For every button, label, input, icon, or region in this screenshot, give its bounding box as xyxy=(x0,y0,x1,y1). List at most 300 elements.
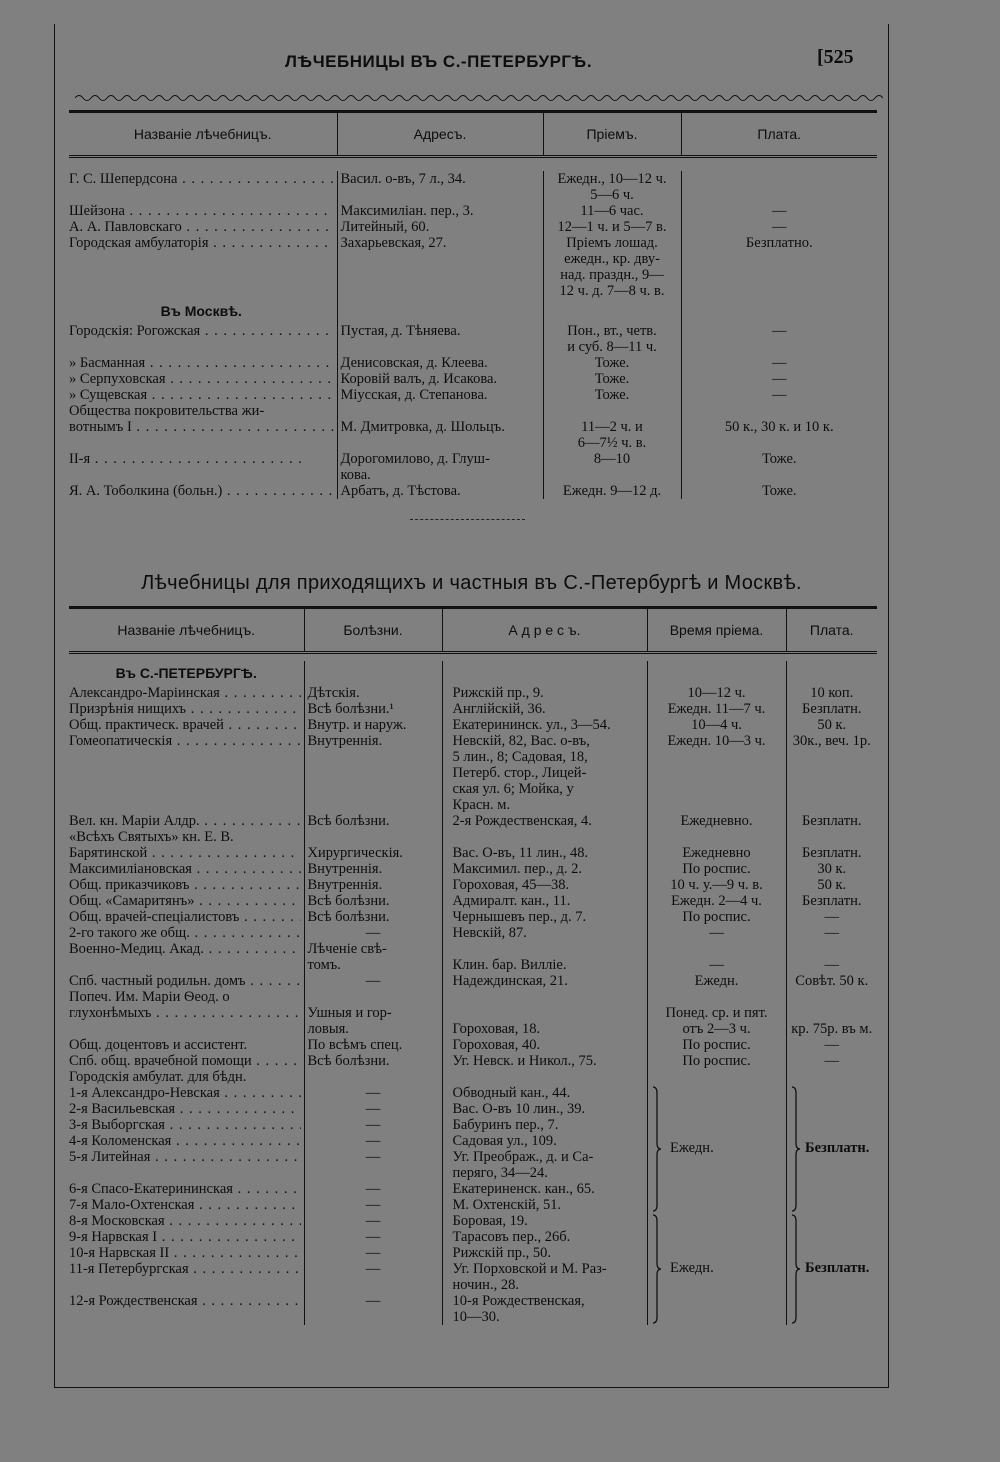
table-row xyxy=(69,733,877,813)
disease-cell xyxy=(304,1101,442,1117)
reception-text: Ежедн. 9—12 д. xyxy=(562,482,662,499)
reception-text: 6—7½ ч. в. xyxy=(577,434,647,451)
clinic-name xyxy=(69,845,301,861)
clinic-name-text: Гомеопатическія . . . xyxy=(69,733,301,749)
fee-cell xyxy=(786,941,877,973)
reception-cell xyxy=(543,171,681,203)
group-fee-label: Безплатн. xyxy=(805,1259,870,1276)
fee-cell xyxy=(786,893,877,909)
table1-body xyxy=(69,157,877,499)
table-row xyxy=(69,909,877,925)
fee-text: Безплатн. xyxy=(802,844,862,861)
disease-text: ловыя. xyxy=(307,1020,349,1037)
fee-cell xyxy=(786,813,877,829)
fee-cell xyxy=(681,323,877,355)
disease-text: Внутреннія. xyxy=(307,860,383,877)
disease-text: — xyxy=(365,1228,381,1245)
reception-cell xyxy=(543,299,681,323)
clinic-name-text: Общ. доцентовъ и ассистент. xyxy=(69,1036,248,1053)
column-header-disease: Болѣзни. xyxy=(304,609,442,653)
clinic-name-cell xyxy=(69,1085,304,1101)
fee-text xyxy=(790,1293,875,1309)
time-cell xyxy=(647,1181,786,1197)
address-text: 10—30. xyxy=(452,1308,500,1325)
table2-header-row xyxy=(69,609,877,653)
disease-text xyxy=(308,1069,439,1085)
fee-cell xyxy=(786,829,877,861)
reception-cell xyxy=(543,235,681,299)
clinic-name xyxy=(69,1213,301,1229)
address-text: Красн. м. xyxy=(452,796,511,813)
clinic-name-text: Барятинской . . . xyxy=(69,845,301,861)
address-text: Вас. О-въ 10 лин., 39. xyxy=(452,1100,586,1117)
address-cell xyxy=(442,973,647,989)
address-text: Адмиралт. кан., 11. xyxy=(452,892,571,909)
time-cell xyxy=(647,701,786,717)
clinic-name-text: Городскія амбулат. для бѣдн. xyxy=(69,1068,247,1085)
address-text: Обводный кан., 44. xyxy=(452,1084,571,1101)
time-cell xyxy=(647,1261,786,1293)
disease-cell xyxy=(304,909,442,925)
clinic-name-cell xyxy=(69,1101,304,1117)
address-cell xyxy=(442,877,647,893)
disease-cell xyxy=(304,989,442,1037)
time-text: Понед. ср. и пят. xyxy=(665,1004,768,1021)
fee-cell xyxy=(786,685,877,701)
clinic-name xyxy=(69,685,301,701)
time-text xyxy=(651,1085,783,1101)
table-row xyxy=(69,483,877,499)
address-text: кова. xyxy=(340,466,371,483)
address-cell xyxy=(442,685,647,701)
address-text: Вас. О-въ, 11 лин., 48. xyxy=(452,844,589,861)
table-row xyxy=(69,203,877,219)
time-text: Ежедн. 2—4 ч. xyxy=(671,892,762,909)
disease-cell xyxy=(304,1053,442,1069)
time-cell xyxy=(647,685,786,701)
fee-text: — xyxy=(772,354,787,371)
time-text: Ежедн. 11—7 ч. xyxy=(667,700,766,717)
reception-text: 12 ч. д. 7—8 ч. в. xyxy=(559,282,665,299)
clinic-name xyxy=(69,371,334,387)
clinic-name xyxy=(69,701,301,717)
table-row xyxy=(69,829,877,861)
time-text: По роспис. xyxy=(682,908,751,925)
address-cell xyxy=(337,219,543,235)
table-row xyxy=(69,1069,877,1085)
address-text: Петерб. стор., Лицей- xyxy=(452,764,587,781)
clinic-name-text: глухонѣмыхъ . . . xyxy=(69,1005,301,1021)
clinic-name xyxy=(69,989,301,1005)
clinic-name xyxy=(69,235,334,251)
table-row xyxy=(69,1053,877,1069)
reception-text: 5—6 ч. xyxy=(590,186,634,203)
address-text: Тарасовъ пер., 26б. xyxy=(452,1228,571,1245)
reception-text: Ежедн., 10—12 ч. xyxy=(557,170,667,187)
disease-text: По всѣмъ спец. xyxy=(307,1036,403,1053)
time-text: — xyxy=(709,924,724,941)
reception-cell xyxy=(543,483,681,499)
address-text: Уг. Невск. и Никол., 75. xyxy=(452,1052,597,1069)
address-text: 10-я Рождественская, xyxy=(452,1292,585,1309)
column-header-address: Адресъ. xyxy=(337,113,543,157)
disease-text: Всѣ болѣзни. xyxy=(307,1052,390,1069)
fee-cell xyxy=(786,973,877,989)
clinic-name xyxy=(69,1245,301,1261)
column-header-fee: Плата. xyxy=(786,609,877,653)
clinic-name-cell xyxy=(69,1181,304,1197)
time-text xyxy=(651,1101,783,1117)
clinic-name-text: Спб. общ. врачебной помощи . . . xyxy=(69,1053,301,1069)
disease-cell xyxy=(304,1229,442,1245)
table-row xyxy=(69,1181,877,1197)
table-lechebnitsy-2 xyxy=(69,609,877,1325)
fee-cell xyxy=(681,355,877,371)
address-cell xyxy=(442,1181,647,1197)
clinic-name xyxy=(69,909,301,925)
clinic-name-text: 1-я Александро-Невская . . . xyxy=(69,1085,301,1101)
clinic-name xyxy=(69,893,301,909)
fee-text: Безплатн. xyxy=(802,700,862,717)
disease-cell xyxy=(304,701,442,717)
time-cell xyxy=(647,1293,786,1325)
table-row xyxy=(69,371,877,387)
table-row xyxy=(69,941,877,973)
clinic-name-cell xyxy=(69,877,304,893)
disease-text: — xyxy=(365,1100,381,1117)
section-heading-cell: Въ С.-ПЕТЕРБУРГѢ. xyxy=(115,664,257,681)
disease-cell xyxy=(304,1037,442,1053)
disease-text: Ушныя и гор- xyxy=(307,1004,392,1021)
fee-cell xyxy=(786,661,877,685)
clinic-name-text: Общ. врачей-спеціалистовъ . . . xyxy=(69,909,301,925)
clinic-name-text: 7-я Мало-Охтенская . . . xyxy=(69,1197,301,1213)
disease-cell xyxy=(304,1245,442,1261)
spacer-row xyxy=(69,157,877,171)
clinic-name xyxy=(69,813,301,829)
clinic-name xyxy=(69,323,334,339)
disease-cell xyxy=(304,1181,442,1197)
clinic-name-cell xyxy=(69,1037,304,1053)
clinic-name-text: Спб. частный родильн. домъ . . . xyxy=(69,973,301,989)
clinic-name-text: 8-я Московская . . . xyxy=(69,1213,301,1229)
clinic-name xyxy=(69,355,334,371)
disease-cell xyxy=(304,661,442,685)
reception-cell xyxy=(543,323,681,355)
fee-cell xyxy=(681,371,877,387)
time-text xyxy=(651,1069,783,1085)
clinic-name xyxy=(69,171,334,187)
clinic-name-text: 3-я Выборгская . . . xyxy=(69,1117,301,1133)
disease-text: Всѣ болѣзни. xyxy=(307,892,390,909)
clinic-name xyxy=(69,1085,301,1101)
fee-cell xyxy=(786,989,877,1037)
address-text: Денисовская, д. Клеева. xyxy=(340,354,488,371)
address-cell xyxy=(442,661,647,685)
address-text: Уг. Порховской и М. Раз- xyxy=(452,1260,607,1277)
clinic-name xyxy=(69,1149,301,1165)
disease-cell xyxy=(304,877,442,893)
disease-text: — xyxy=(365,1196,381,1213)
disease-text: — xyxy=(365,1132,381,1149)
table-row xyxy=(69,1101,877,1117)
fee-text xyxy=(790,1085,875,1101)
fee-text xyxy=(790,989,875,1005)
address-text xyxy=(453,989,644,1005)
clinic-name-text: вотнымъ I . . . xyxy=(69,419,334,435)
disease-cell xyxy=(304,1197,442,1213)
address-cell xyxy=(442,989,647,1037)
clinic-name-cell xyxy=(69,989,304,1037)
address-cell xyxy=(442,733,647,813)
time-cell xyxy=(647,877,786,893)
clinic-name xyxy=(69,717,301,733)
time-text: Ежедн. 10—3 ч. xyxy=(667,732,766,749)
table-row xyxy=(69,861,877,877)
reception-text: Тоже. xyxy=(594,354,630,371)
address-text xyxy=(453,941,644,957)
clinic-name-text: 12-я Рождественская . . . xyxy=(69,1293,301,1309)
disease-text: — xyxy=(365,1180,381,1197)
address-cell xyxy=(442,1229,647,1245)
running-head xyxy=(55,46,888,80)
time-text xyxy=(651,1117,783,1133)
fee-cell xyxy=(681,451,877,483)
disease-text: — xyxy=(365,1148,381,1165)
address-cell xyxy=(442,1037,647,1053)
clinic-name xyxy=(69,925,301,941)
column-header-name: Названіе лѣчебницъ. xyxy=(133,126,272,142)
disease-cell xyxy=(304,685,442,701)
time-text xyxy=(651,941,783,957)
address-text: Максимил. пер., д. 2. xyxy=(452,860,582,877)
clinic-name-cell xyxy=(69,893,304,909)
table-row xyxy=(69,219,877,235)
time-cell xyxy=(647,1245,786,1261)
address-cell xyxy=(442,717,647,733)
clinic-name-cell xyxy=(69,387,337,403)
fee-text: 30 к. xyxy=(817,860,847,877)
disease-text: Внутр. и наруж. xyxy=(307,716,407,733)
time-cell xyxy=(647,893,786,909)
reception-cell xyxy=(543,203,681,219)
table-row xyxy=(69,989,877,1037)
clinic-name-text: Вел. кн. Маріи Алдр. . . . xyxy=(69,813,301,829)
address-text: Васил. о-въ, 7 л., 34. xyxy=(340,170,466,187)
table-row xyxy=(69,1037,877,1053)
clinic-name-cell xyxy=(69,685,304,701)
clinic-name-text: Общ. практическ. врачей . . . xyxy=(69,717,301,733)
clinic-name xyxy=(69,451,334,467)
clinic-name-cell xyxy=(69,717,304,733)
clinic-name xyxy=(69,877,301,893)
disease-text: Хирургическія. xyxy=(307,844,403,861)
clinic-name-cell xyxy=(69,1117,304,1133)
fee-cell xyxy=(681,483,877,499)
clinic-name xyxy=(69,1261,301,1277)
disease-cell xyxy=(304,973,442,989)
clinic-name-cell xyxy=(69,941,304,973)
disease-text: — xyxy=(365,1292,381,1309)
column-header-time: Время пріема. xyxy=(647,609,786,653)
clinic-name-text: Шейзона . . . xyxy=(69,203,334,219)
time-text xyxy=(651,1229,783,1245)
address-text: Рижскій пр., 9. xyxy=(452,684,544,701)
clinic-name-cell xyxy=(69,371,337,387)
time-cell xyxy=(647,661,786,685)
clinic-name xyxy=(69,1117,301,1133)
address-cell xyxy=(337,323,543,355)
fee-text: — xyxy=(772,386,787,403)
clinic-name-text: » Басманная . . . xyxy=(69,355,334,371)
disease-text: Лѣченіе свѣ- xyxy=(307,940,387,957)
fee-text xyxy=(790,1005,875,1021)
fee-cell xyxy=(681,171,877,203)
address-text: Гороховая, 40. xyxy=(452,1036,541,1053)
reception-cell xyxy=(543,371,681,387)
fee-cell xyxy=(681,299,877,323)
table-row xyxy=(69,451,877,483)
time-text: отъ 2—3 ч. xyxy=(682,1020,751,1037)
fee-cell xyxy=(786,1053,877,1069)
table-row xyxy=(69,235,877,299)
column-header-address: А д р е с ъ. xyxy=(442,609,647,653)
clinic-name-cell xyxy=(69,1149,304,1181)
clinic-name xyxy=(69,1005,301,1021)
disease-text: томъ. xyxy=(307,956,341,973)
time-text: По роспис. xyxy=(682,860,751,877)
fee-text: — xyxy=(772,202,787,219)
table-row xyxy=(69,1085,877,1101)
disease-text: Всѣ болѣзни. xyxy=(307,908,390,925)
clinic-name-text: 10-я Нарвская II . . . xyxy=(69,1245,301,1261)
clinic-name-text: Общ. приказчиковъ . . . xyxy=(69,877,301,893)
table-lechebnitsy-1 xyxy=(69,113,877,499)
reception-text: ежедн., кр. дву- xyxy=(564,250,660,267)
time-cell xyxy=(647,1037,786,1053)
address-text: Невскій, 87. xyxy=(452,924,527,941)
time-text: 10 ч. у.—9 ч. в. xyxy=(670,876,763,893)
fee-cell xyxy=(786,925,877,941)
clinic-name-text: Общества покровительства жи- xyxy=(69,402,265,419)
reception-cell xyxy=(543,355,681,371)
time-cell xyxy=(647,717,786,733)
reception-text: Пріемъ лошад. xyxy=(566,234,658,251)
time-cell xyxy=(647,1149,786,1181)
clinic-name xyxy=(69,1037,301,1053)
table-row xyxy=(69,1197,877,1213)
fee-text: — xyxy=(772,322,787,339)
address-cell xyxy=(442,1293,647,1325)
right-brace-icon xyxy=(791,1213,801,1325)
address-text: Садовая ул., 109. xyxy=(452,1132,557,1149)
fee-text xyxy=(790,1181,875,1197)
fee-cell xyxy=(786,1037,877,1053)
page-number: [525 xyxy=(817,46,854,68)
address-cell xyxy=(337,387,543,403)
disease-text: — xyxy=(365,1260,381,1277)
address-cell xyxy=(442,941,647,973)
section-heading-cell: Въ Москвѣ. xyxy=(160,302,242,319)
address-cell xyxy=(337,483,543,499)
table-row xyxy=(69,701,877,717)
table-row xyxy=(69,1293,877,1325)
fee-cell xyxy=(786,909,877,925)
time-cell xyxy=(647,1213,786,1229)
clinic-name xyxy=(69,219,334,235)
clinic-name-text: Попеч. Им. Маріи Ѳеод. о xyxy=(69,988,230,1005)
disease-text: Дѣтскія. xyxy=(307,684,360,701)
time-text xyxy=(651,989,783,1005)
fee-text: Тоже. xyxy=(761,482,797,499)
address-text xyxy=(453,1005,644,1021)
fee-text xyxy=(790,1117,875,1133)
group-fee-label: Безплатн. xyxy=(805,1139,870,1156)
address-text: Рижскій пр., 50. xyxy=(452,1244,551,1261)
disease-cell xyxy=(304,1213,442,1229)
reception-text: и суб. 8—11 ч. xyxy=(567,338,657,355)
right-brace-icon xyxy=(652,1085,662,1213)
clinic-name xyxy=(69,1133,301,1149)
disease-text xyxy=(308,989,439,1005)
time-text: Ежедневно. xyxy=(680,812,753,829)
disease-cell xyxy=(304,829,442,861)
address-text: 2-я Рождественская, 4. xyxy=(452,812,592,829)
address-cell xyxy=(442,829,647,861)
time-text: — xyxy=(709,956,724,973)
time-cell xyxy=(647,1229,786,1245)
clinic-name xyxy=(69,829,301,845)
separator-dash xyxy=(410,519,525,521)
fee-text: Безплатн. xyxy=(802,812,862,829)
clinic-name xyxy=(69,1229,301,1245)
clinic-name-text: «Всѣхъ Святыхъ» кн. Е. В. xyxy=(69,828,234,845)
fee-text xyxy=(790,1101,875,1117)
time-cell xyxy=(647,733,786,813)
address-text: Коровій валъ, д. Исакова. xyxy=(340,370,498,387)
address-cell xyxy=(442,1213,647,1229)
clinic-name-cell xyxy=(69,813,304,829)
clinic-name xyxy=(69,1181,301,1197)
fee-text: 50 к. xyxy=(817,876,847,893)
clinic-name-text: 4-я Коломенская . . . xyxy=(69,1133,301,1149)
fee-cell xyxy=(681,203,877,219)
fee-cell xyxy=(681,403,877,451)
fee-cell xyxy=(786,861,877,877)
address-text: Арбатъ, д. Тѣстова. xyxy=(340,482,461,499)
disease-text: — xyxy=(365,972,381,989)
address-cell xyxy=(442,1053,647,1069)
time-text: 10—4 ч. xyxy=(691,716,742,733)
clinic-name-text: Александро-Маріинская . . . xyxy=(69,685,301,701)
table2-body xyxy=(69,653,877,1325)
clinic-name xyxy=(69,973,301,989)
reception-text: Тоже. xyxy=(594,370,630,387)
clinic-name xyxy=(69,1293,301,1309)
clinic-name-cell xyxy=(69,1293,304,1325)
disease-text xyxy=(308,829,439,845)
fee-text: — xyxy=(772,370,787,387)
fee-text: — xyxy=(772,218,787,235)
address-cell xyxy=(337,371,543,387)
clinic-name xyxy=(69,733,301,749)
running-title: ЛѢЧЕБНИЦЫ ВЪ С.-ПЕТЕРБУРГѢ. xyxy=(285,52,593,71)
address-text: перяго, 34—24. xyxy=(452,1164,548,1181)
clinic-name-text: Военно-Медиц. Акад. . . . xyxy=(69,941,301,957)
disease-cell xyxy=(304,941,442,973)
disease-text: — xyxy=(365,1212,381,1229)
fee-text xyxy=(790,1245,875,1261)
